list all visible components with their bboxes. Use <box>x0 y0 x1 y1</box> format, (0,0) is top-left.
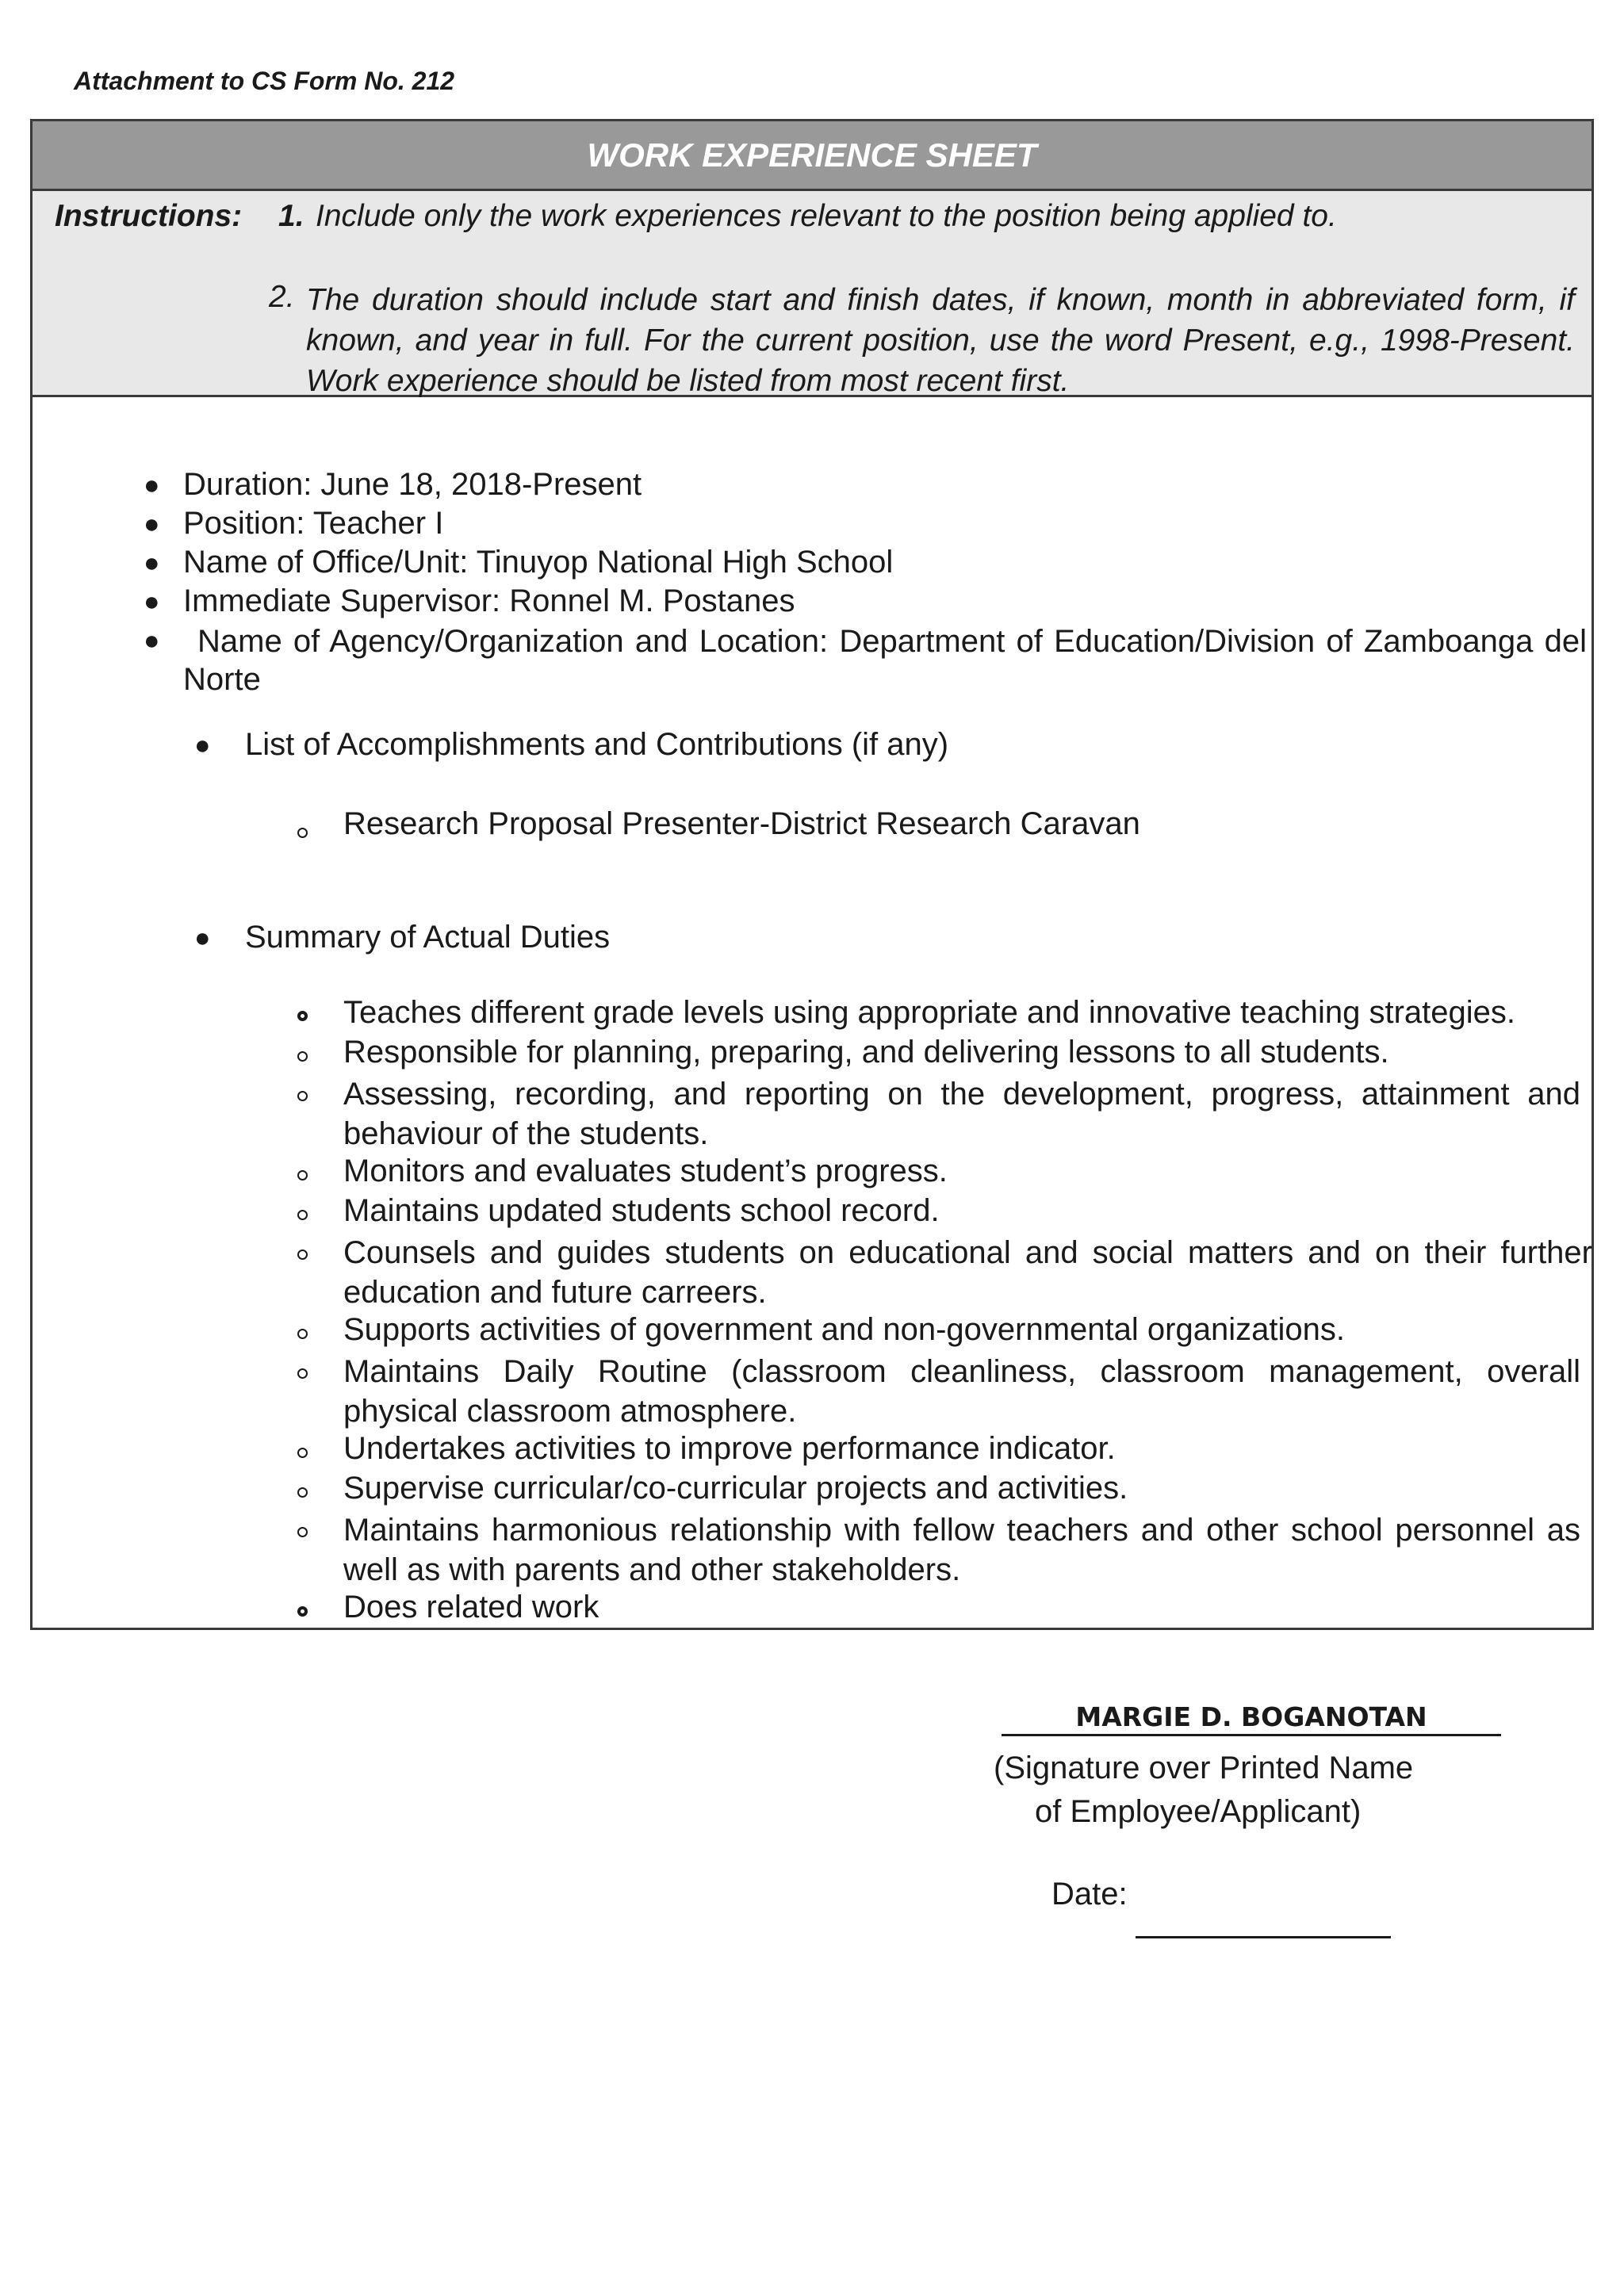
circle-bullet-icon <box>297 1527 308 1537</box>
supervisor-field: Immediate Supervisor: Ronnel M. Postanes <box>183 584 795 618</box>
circle-bullet-icon <box>297 1448 308 1458</box>
bullet-icon: ● <box>144 509 160 539</box>
accomplishment-item: Research Proposal Presenter-District Research Caravan <box>343 806 1140 841</box>
duty-item: Counsels and guides students on educational and social matters and on their further education and future carreers. <box>343 1235 1592 1310</box>
sheet-title: WORK EXPERIENCE SHEET <box>33 121 1591 191</box>
duration-field: Duration: June 18, 2018-Present <box>183 467 642 502</box>
signature-name: MARGIE D. BOGANOTAN <box>1002 1701 1501 1736</box>
duty-item: Supervise curricular/co-curricular projects and activities. <box>343 1471 1128 1506</box>
duty-item: Assessing, recording, and reporting on the development, progress, attainment and behaviour of the students. <box>343 1077 1580 1151</box>
signature-caption-line2: of Employee/Applicant) <box>1035 1794 1362 1829</box>
agency-field: Name of Agency/Organization and Location: Department of Education/Division of Zamboanga del Norte <box>183 624 1587 697</box>
signature-caption-line1: (Signature over Printed Name <box>994 1751 1414 1785</box>
duty-item: Supports activities of government and non-governmental organizations. <box>343 1312 1345 1347</box>
circle-bullet-icon <box>297 1091 308 1101</box>
bullet-icon: ● <box>144 626 160 656</box>
duty-item: Maintains updated students school record. <box>343 1193 940 1228</box>
instruction-2-text: The duration should include start and finish dates, if known, month in abbreviated form, if known, and year in full. For the current position, use the word Present, e.g., 1998-Present. Work experience should be listed from most recent first. <box>306 283 1575 398</box>
instruction-2-number: 2. <box>269 280 295 314</box>
bullet-icon: ● <box>144 587 160 617</box>
bullet-icon: ● <box>144 470 160 500</box>
circle-bullet-icon <box>297 1329 308 1339</box>
circle-bullet-icon <box>297 1368 308 1379</box>
duties-heading: Summary of Actual Duties <box>245 920 611 955</box>
instructions-label: Instructions: <box>55 199 243 233</box>
bullet-icon: ● <box>194 923 211 953</box>
instruction-1-number: 1. <box>278 199 304 233</box>
circle-bullet-icon <box>297 828 308 838</box>
experience-content <box>33 121 1591 1628</box>
circle-bullet-icon <box>297 1210 308 1220</box>
form-attachment-label: Attachment to CS Form No. 212 <box>74 67 455 95</box>
office-field: Name of Office/Unit: Tinuyop National High School <box>183 545 894 580</box>
duty-item: Teaches different grade levels using appropriate and innovative teaching strategies. <box>343 995 1515 1030</box>
duty-item: Responsible for planning, preparing, and delivering lessons to all students. <box>343 1035 1389 1070</box>
circle-bullet-icon <box>297 1606 308 1617</box>
instruction-1-text: Include only the work experiences relevant to the position being applied to. <box>316 199 1337 233</box>
duty-item: Maintains Daily Routine (classroom cleanliness, classroom management, overall physical classroom atmosphere. <box>343 1354 1580 1429</box>
accomplishments-heading: List of Accomplishments and Contributions (if any) <box>245 727 949 762</box>
circle-bullet-icon <box>297 1051 308 1062</box>
duty-item: Undertakes activities to improve performance indicator. <box>343 1431 1116 1466</box>
position-field: Position: Teacher I <box>183 506 444 541</box>
date-label: Date: <box>1051 1877 1128 1911</box>
duty-item: Maintains harmonious relationship with fellow teachers and other school personnel as well as with parents and other stakeholders. <box>343 1513 1580 1587</box>
circle-bullet-icon <box>297 1487 308 1498</box>
bullet-icon: ● <box>194 730 211 760</box>
circle-bullet-icon <box>297 1249 308 1260</box>
duty-item: Does related work <box>343 1590 599 1624</box>
duty-item: Monitors and evaluates student’s progress. <box>343 1154 948 1188</box>
circle-bullet-icon <box>297 1011 308 1021</box>
work-experience-sheet <box>30 119 1594 1630</box>
date-field[interactable] <box>1136 1908 1391 1938</box>
circle-bullet-icon <box>297 1170 308 1181</box>
bullet-icon: ● <box>144 548 160 578</box>
